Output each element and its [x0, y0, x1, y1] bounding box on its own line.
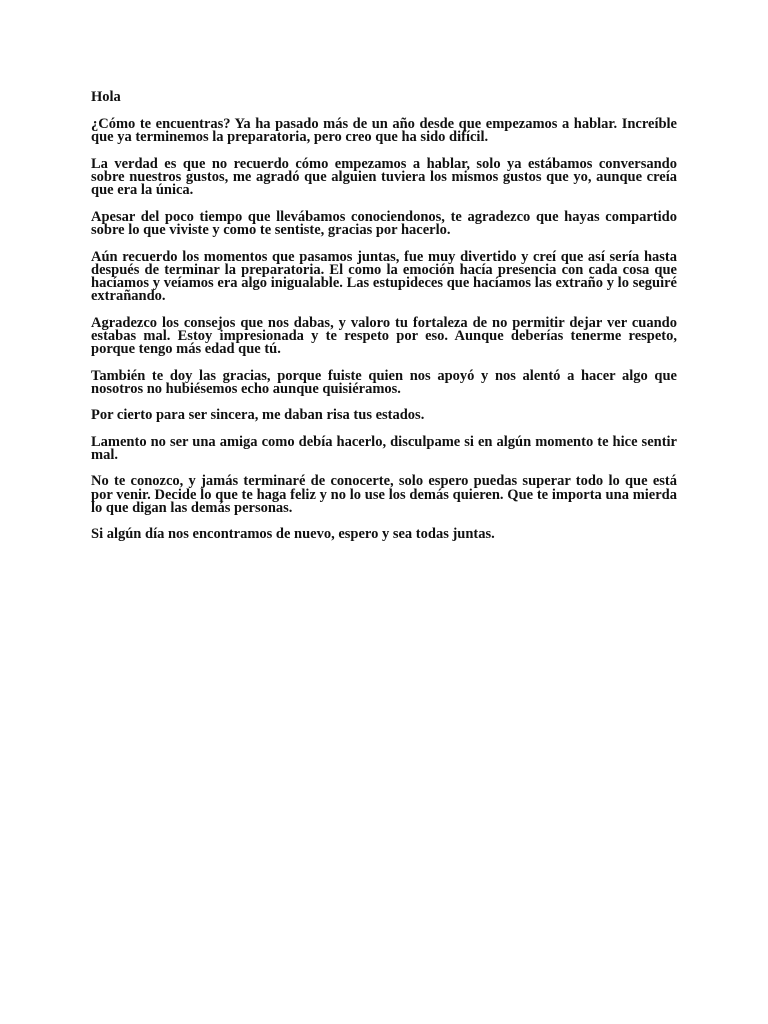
letter-paragraph-5: Agradezco los consejos que nos dabas, y valoro tu fortaleza de no permitir dejar ver cuando estabas mal. Estoy impresionada y te respeto por eso. Aunque deberías tenerme respeto, porque tengo más edad que tú.	[91, 314, 677, 358]
letter-paragraph-1: ¿Cómo te encuentras? Ya ha pasado más de un año desde que empezamos a hablar. Increíble que ya terminemos la preparatoria, pero creo que ha sido difícil.	[91, 116, 677, 146]
letter-page	[91, 91, 677, 555]
letter-paragraph-6: También te doy las gracias, porque fuiste quien nos apoyó y nos alentó a hacer algo que nosotros no hubiésemos echo aunque quisiéramos.	[91, 367, 677, 397]
letter-paragraph-10: Si algún día nos encontramos de nuevo, espero y sea todas juntas.	[91, 526, 495, 543]
letter-paragraph-9: No te conozco, y jamás terminaré de conocerte, solo espero puedas superar todo lo que está por venir. Decide lo que te haga feliz y no lo use los demás quieren. Que te importa una mierda lo que digan las demás personas.	[91, 473, 677, 516]
letter-greeting: Hola	[91, 89, 121, 105]
letter-paragraph-3: Apesar del poco tiempo que llevábamos conociendonos, te agradezco que hayas compartido sobre lo que viviste y como te sentiste, gracias por hacerlo.	[91, 208, 677, 239]
letter-paragraph-7: Por cierto para ser sincera, me daban risa tus estados.	[91, 407, 425, 424]
letter-paragraph-8: Lamento no ser una amiga como debía hacerlo, disculpame si en algún momento te hice sentir mal.	[91, 433, 677, 463]
letter-paragraph-2: La verdad es que no recuerdo cómo empezamos a hablar, solo ya estábamos conversando sobre nuestros gustos, me agradó que alguien tuviera los mismos gustos que yo, aunque creía que era la única.	[91, 155, 677, 199]
letter-paragraph-4: Aún recuerdo los momentos que pasamos juntas, fue muy divertido y creí que así sería hasta después de terminar la preparatoria. El como la emoción hacía presencia con cada cosa que hacíamos y veíamos era algo inigualable. Las estupideces que hacíamos las extraño y lo seguiré extrañando.	[91, 248, 677, 305]
